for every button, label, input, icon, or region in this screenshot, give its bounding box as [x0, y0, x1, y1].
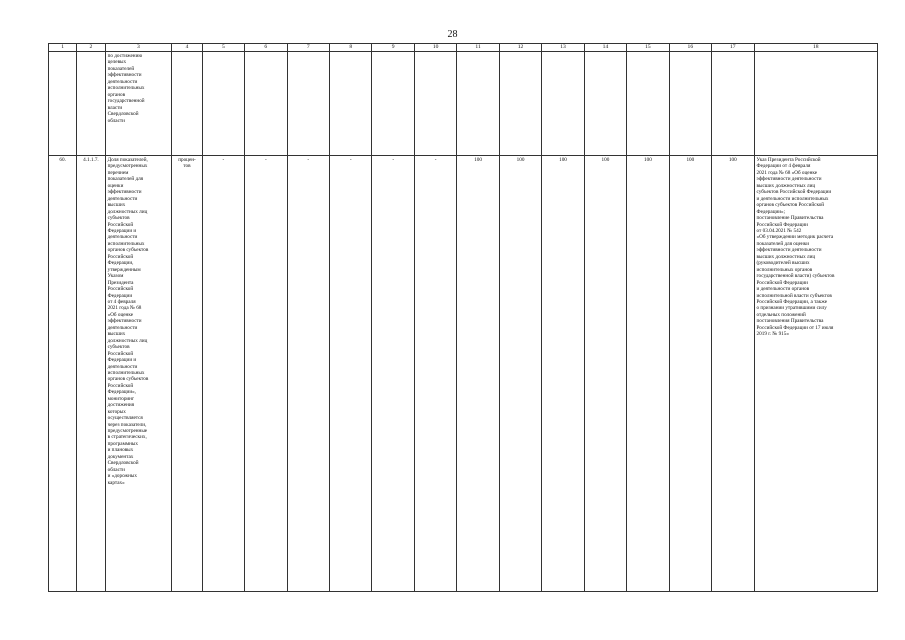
value-cell: [627, 52, 669, 156]
column-header: 9: [372, 44, 414, 52]
value-cell: 100: [712, 156, 754, 592]
value-cell: -: [287, 156, 329, 592]
value-cell: -: [372, 156, 414, 592]
row-number-cell: 60.: [49, 156, 77, 592]
unit-cell: [172, 52, 202, 156]
column-header: 12: [499, 44, 541, 52]
value-cell: [245, 52, 287, 156]
value-cell: -: [202, 156, 244, 592]
value-cell: 100: [542, 156, 584, 592]
column-header: 2: [77, 44, 105, 52]
value-cell: 100: [584, 156, 626, 592]
value-cell: [287, 52, 329, 156]
column-header: 13: [542, 44, 584, 52]
row-number-cell: [49, 52, 77, 156]
column-header: 15: [627, 44, 669, 52]
value-cell: -: [330, 156, 372, 592]
value-cell: 100: [499, 156, 541, 592]
column-header: 1: [49, 44, 77, 52]
value-cell: [584, 52, 626, 156]
indicators-table: [48, 43, 878, 592]
value-cell: [457, 52, 499, 156]
column-header: 18: [754, 44, 877, 52]
row-code-cell: [77, 52, 105, 156]
legal-basis-cell: Указ Президента Российской Федерации от 4 февраля 2021 года № 68 «Об оценке эффективности деятельности высших должностных лиц субъектов Российской Федерации и деятельности исполнительных органов субъектов Российской Федерации»; постановление Правительства Российской Федерации от 03.04.2021 № 542 «Об утверждении методик расчета показателей для оценки эффективности деятельности высших должностных лиц (руководителей высших исполнительных органов государственной власти) субъектов Российской Федерации и деятельности органов исполнительной власти субъектов Российской Федерации, а также о признании утратившими силу отдельных положений постановления Правительства Российской Федерации от 17 июля 2019 г. № 915»: [754, 156, 877, 592]
value-cell: 100: [457, 156, 499, 592]
value-cell: [202, 52, 244, 156]
column-header: 11: [457, 44, 499, 52]
column-header: 8: [330, 44, 372, 52]
column-header: 16: [669, 44, 711, 52]
value-cell: [712, 52, 754, 156]
column-header: 17: [712, 44, 754, 52]
value-cell: [499, 52, 541, 156]
column-header: 4: [172, 44, 202, 52]
column-header: 14: [584, 44, 626, 52]
value-cell: [669, 52, 711, 156]
table-row: [49, 52, 878, 156]
table-row: [49, 156, 878, 592]
value-cell: [330, 52, 372, 156]
indicator-name-cell: Доля показателей, предусмотренных перечнем показателей для оценки эффективности деятельности высших должностных лиц субъектов Российской Федерации и деятельности исполнительных органов субъектов Российской Федерации, утвержденным Указом Президента Российской Федерации от 4 февраля 2021 года № 68 «Об оценке эффективности деятельности высших должностных лиц субъектов Российской Федерации и деятельности исполнительных органов субъектов Российской Федерации», мониторинг достижения которых осуществляется через показатели, предусмотренные в стратегических, программных и плановых документах Свердловской области и «дорожных картах»: [105, 156, 172, 592]
value-cell: 100: [627, 156, 669, 592]
value-cell: -: [245, 156, 287, 592]
value-cell: -: [414, 156, 456, 592]
value-cell: [414, 52, 456, 156]
legal-basis-cell: [754, 52, 877, 156]
row-code-cell: 4.1.1.7.: [77, 156, 105, 592]
column-header: 7: [287, 44, 329, 52]
column-header: 3: [105, 44, 172, 52]
column-number-header-row: [49, 44, 878, 52]
value-cell: [372, 52, 414, 156]
unit-cell: процен- тов: [172, 156, 202, 592]
value-cell: [542, 52, 584, 156]
indicator-name-cell: по достижению целевых показателей эффективности деятельности исполнительных органов государственной власти Свердловской области: [105, 52, 172, 156]
column-header: 10: [414, 44, 456, 52]
page-number: 28: [447, 29, 458, 40]
value-cell: 100: [669, 156, 711, 592]
column-header: 5: [202, 44, 244, 52]
column-header: 6: [245, 44, 287, 52]
